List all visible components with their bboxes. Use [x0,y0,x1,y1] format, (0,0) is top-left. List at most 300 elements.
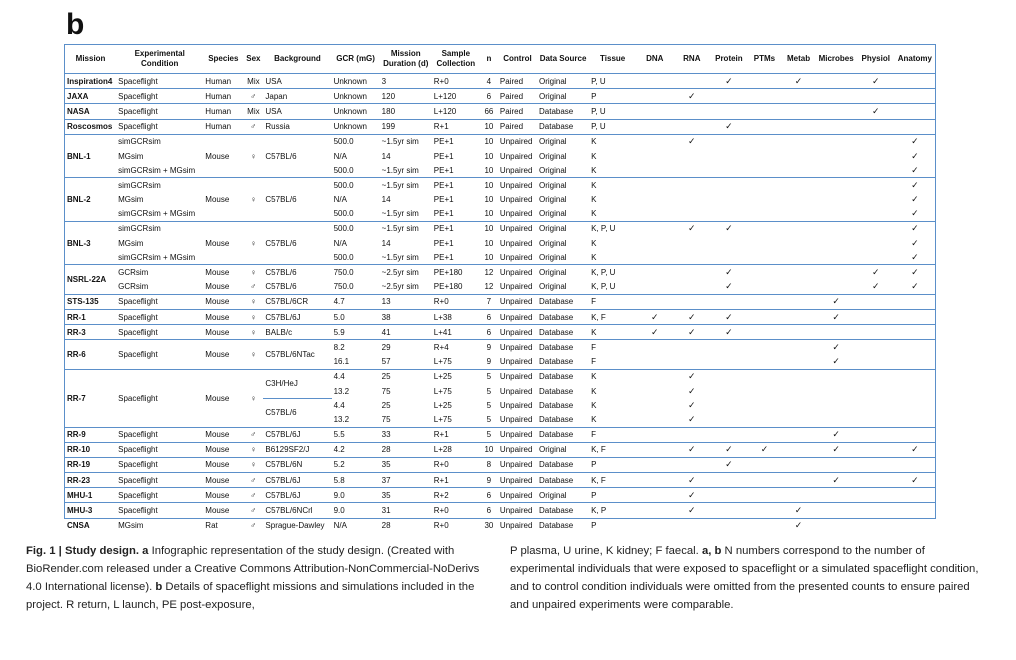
table-cell: R+4 [432,340,480,355]
cell-empty [782,119,816,134]
table-cell: 5 [480,427,498,442]
table-cell: Russia [263,119,331,134]
check-mark-icon: ✓ [725,281,733,292]
table-cell: 33 [380,427,432,442]
cell-empty [857,442,895,457]
cell-merged: ♀ [243,221,263,265]
cell-empty [747,488,781,503]
column-header: Microbes [816,45,857,74]
table-cell: ♀ [243,294,263,309]
column-header: Mission Duration (d) [380,45,432,74]
table-body [65,74,935,533]
table-cell: 10 [484,151,494,161]
cell-empty [895,89,935,104]
cell-empty [710,250,747,265]
table-cell: 6 [480,310,498,325]
table-cell: ♂ [243,89,263,104]
cell-empty [895,104,935,119]
table-cell: BALB/c [263,325,331,340]
cell-empty [857,236,895,250]
cell-empty [857,119,895,134]
table-cell: Database [537,104,589,119]
table-cell: R+0 [432,294,480,309]
header-row [65,45,935,74]
cell-empty [673,207,710,222]
table-cell: Database [537,427,589,442]
table-row [65,104,935,119]
table-cell: 12 [480,265,498,280]
table-cell: Mouse [203,294,243,309]
table-cell: K [591,195,597,205]
table-cell: L+120 [432,104,480,119]
table-cell: Original [539,252,567,262]
check-mark-icon: ✓ [710,119,747,134]
cell-empty [857,310,895,325]
cell-empty [816,265,857,280]
cell-empty [816,149,857,163]
cell-merged: Mouse [203,134,243,178]
cell-empty [636,442,673,457]
table-cell: P, U [589,74,636,89]
cell-empty [782,265,816,280]
table-cell: P [589,457,636,472]
table-cell: K, P, U [591,282,616,292]
cell-empty [895,74,935,89]
cell-empty [857,178,895,193]
table-cell: Unpaired [499,386,533,396]
table-cell: Mouse [203,325,243,340]
table-cell: 5.8 [332,473,380,488]
cell-empty [710,340,747,355]
table-cell: Unpaired [498,310,537,325]
cell-empty [747,473,781,488]
cell-empty [710,207,747,222]
table-cell: 4.4 [332,369,380,384]
table-cell: L+75 [433,357,452,367]
table-cell: 41 [380,325,432,340]
check-mark-icon: ✓ [816,310,857,325]
table-row [65,473,935,488]
cell-empty [710,518,747,533]
cell-empty [857,412,895,427]
table-cell: ~2.5yr sim [380,265,432,280]
table-cell: 13.2 [333,414,350,424]
table-cell: L+75 [433,414,452,424]
table-cell: 5 [480,369,498,384]
cell-mission: BNL-1 [65,134,116,178]
check-mark-icon: ✓ [895,442,935,457]
table-row [65,74,935,89]
cell-empty [782,412,816,427]
table-cell: Unpaired [498,134,537,149]
column-header: Anatomy [895,45,935,74]
cell-empty [673,518,710,533]
cell-empty [782,398,816,412]
check-mark-icon: ✓ [782,518,816,533]
cell-empty [782,134,816,149]
column-header: DNA [636,45,673,74]
table-cell: Unpaired [499,252,533,262]
table-cell: 5 [486,414,492,424]
cell-mission: RR-23 [65,473,116,488]
cell-empty [673,149,710,163]
cell-empty [636,384,673,398]
cell-empty [857,250,895,265]
cell-empty [673,236,710,250]
cell-merged: Mouse [203,178,243,222]
table-cell: ♂ [243,488,263,503]
cell-empty [673,294,710,309]
cell-empty [857,518,895,533]
cell-empty [673,355,710,370]
table-cell: 750.0 [332,265,380,280]
check-mark-icon: ✓ [673,89,710,104]
table-cell: Mouse [205,282,230,292]
check-mark-icon: ✓ [895,265,935,280]
table-cell: N/A [333,195,347,205]
table-cell: C57BL/6NCrl [263,503,331,518]
cell-empty [636,294,673,309]
cell-empty [857,207,895,222]
column-header: Background [263,45,331,74]
table-cell: 500.0 [332,178,380,193]
cell-empty [782,104,816,119]
table-cell: K [591,400,597,410]
cell-empty [636,473,673,488]
table-cell: 199 [380,119,432,134]
cell-empty [673,178,710,193]
cell-empty [747,280,781,295]
table-cell: 29 [380,340,432,355]
cell-empty [636,236,673,250]
table-cell: Unknown [332,104,380,119]
cell-empty [747,518,781,533]
cell-empty [747,457,781,472]
cell-empty [636,265,673,280]
table-cell: PE+1 [433,195,454,205]
cell-empty [747,503,781,518]
table-cell: Unpaired [498,457,537,472]
table-cell: 6 [480,325,498,340]
cell-empty [816,488,857,503]
cell-empty [816,89,857,104]
check-mark-icon: ✓ [673,442,710,457]
cell-empty [895,412,935,427]
table-cell: ♀ [243,457,263,472]
table-cell: 4.4 [333,400,345,410]
cell-mission: MHU-1 [65,488,116,503]
table-cell: USA [263,104,331,119]
table-cell: 6 [480,503,498,518]
check-mark-icon: ✓ [895,178,935,193]
table-cell: 37 [380,473,432,488]
cell-empty [636,134,673,149]
table-cell: 10 [480,119,498,134]
table-cell: Original [539,238,567,248]
cell-empty [636,488,673,503]
table-cell: Spaceflight [116,427,203,442]
table-cell: 10 [484,209,494,219]
check-mark-icon: ✓ [816,340,857,355]
table-cell: 8.2 [332,340,380,355]
table-cell: 9 [486,357,492,367]
table-cell: Database [539,414,574,424]
caption-a-label: a [142,545,149,557]
table-cell: Paired [498,119,537,134]
table-cell: Unpaired [498,488,537,503]
caption-ab-label: a, b [701,545,722,557]
cell-empty [636,193,673,207]
cell-empty [747,178,781,193]
table-row [65,221,935,236]
table-cell: Mouse [203,427,243,442]
table-cell: Database [539,400,574,410]
table-cell: Unpaired [499,209,533,219]
table-cell: 500.0 [333,209,354,219]
check-mark-icon: ✓ [673,473,710,488]
table-cell: Mouse [203,488,243,503]
table-cell: B6129SF2/J [263,442,331,457]
cell-empty [636,163,673,178]
cell-mission: BNL-3 [65,221,116,265]
table-row [65,488,935,503]
table-cell: 31 [380,503,432,518]
check-mark-icon: ✓ [782,74,816,89]
table-cell: Spaceflight [116,310,203,325]
table-cell: Unknown [332,89,380,104]
cell-empty [747,236,781,250]
cell-empty [747,398,781,412]
table-cell: ~1.5yr sim [381,209,419,219]
table-cell: ~2.5yr sim [381,282,419,292]
cell-empty [895,369,935,384]
table-cell: Spaceflight [116,119,203,134]
check-mark-icon: ✓ [911,194,919,205]
cell-empty [747,310,781,325]
cell-empty [857,488,895,503]
cell-empty [747,369,781,384]
cell-empty [782,193,816,207]
table-cell: R+0 [432,503,480,518]
cell-merged: Mouse [203,221,243,265]
table-cell: Mouse [203,310,243,325]
table-cell: R+1 [432,473,480,488]
cell-empty [782,89,816,104]
table-cell: Original [539,165,567,175]
table-row [65,265,935,280]
table-cell: R+1 [432,119,480,134]
check-mark-icon: ✓ [636,310,673,325]
table-cell: Database [537,518,589,533]
table-cell: K, P, U [589,265,636,280]
table-cell: K, P, U [589,221,636,236]
panel-label: b [66,8,85,41]
cell-mission: RR-7 [65,369,116,427]
table-cell: Unpaired [499,165,533,175]
cell-empty [636,207,673,222]
table-cell: 750.0 [333,282,354,292]
caption-right [510,542,980,614]
table-cell: Spaceflight [116,89,203,104]
table-cell: 5 [486,400,492,410]
cell-empty [747,149,781,163]
caption-n-text: N numbers correspond to the number of experimental individuals that were exposed to spaceflight or a simulated spaceflight condition, and to control condition individuals were omitted from the presented counts to ensure paired and unpaired experiments were comparable. [510,545,979,611]
table-cell: Unpaired [498,294,537,309]
table-cell: L+120 [432,89,480,104]
table-cell: PE+1 [433,151,454,161]
table-cell: 9 [480,473,498,488]
table-cell: Human [203,104,243,119]
table-cell: 10 [480,178,498,193]
cell-empty [747,250,781,265]
check-mark-icon: ✓ [688,385,696,396]
cell-empty [816,412,857,427]
cell-empty [782,310,816,325]
cell-empty [636,178,673,193]
cell-empty [636,89,673,104]
cell-empty [636,427,673,442]
cell-empty [857,473,895,488]
table-cell: K [591,252,597,262]
table-cell: Unpaired [498,473,537,488]
cell-empty [782,294,816,309]
table-cell: K [589,134,636,149]
table-cell: 14 [381,195,391,205]
check-mark-icon: ✓ [673,310,710,325]
column-header: GCR (mG) [332,45,380,74]
table-cell: Rat [203,518,243,533]
table-cell: Mix [243,104,263,119]
table-cell: Original [537,265,589,280]
cell-merged: Spaceflight [116,340,203,369]
cell-empty [857,193,895,207]
table-cell: N/A [332,518,380,533]
table-cell: simGCRsim + MGsim [118,165,196,175]
table-cell: Paired [498,104,537,119]
cell-empty [673,265,710,280]
column-header: Species [203,45,243,74]
cell-empty [710,412,747,427]
cell-empty [816,74,857,89]
cell-empty [782,369,816,384]
table-cell: F [589,294,636,309]
cell-empty [782,178,816,193]
table-cell: MGsim [118,195,144,205]
cell-empty [673,104,710,119]
table-cell: Paired [498,89,537,104]
cell-empty [636,250,673,265]
cell-empty [816,518,857,533]
check-mark-icon: ✓ [857,265,895,280]
table-cell: P, U [589,104,636,119]
cell-mission: RR-19 [65,457,116,472]
table-cell: Database [537,473,589,488]
cell-empty [895,310,935,325]
table-cell: 14 [381,151,391,161]
caption-b-text: Details of spaceflight missions and simulations included in the project. R return, L launch, PE post-exposure, [26,581,475,611]
cell-empty [816,457,857,472]
cell-empty [816,325,857,340]
table-cell: C57BL/6J [263,488,331,503]
cell-empty [857,325,895,340]
table-cell: K [591,386,597,396]
cell-empty [636,457,673,472]
cell-empty [636,518,673,533]
cell-mission: STS-135 [65,294,116,309]
table-cell: F [589,427,636,442]
table-cell: PE+1 [432,178,480,193]
cell-empty [895,503,935,518]
table-cell: Unpaired [498,442,537,457]
check-mark-icon: ✓ [673,221,710,236]
table-cell: Original [539,195,567,205]
table-cell: Database [537,503,589,518]
cell-empty [747,384,781,398]
cell-empty [636,503,673,518]
table-cell: PE+1 [433,252,454,262]
cell-mission: NASA [65,104,116,119]
cell-empty [747,340,781,355]
table-cell: 9.0 [332,488,380,503]
cell-empty [816,221,857,236]
cell-empty [782,250,816,265]
check-mark-icon: ✓ [895,221,935,236]
table-cell: C57BL/6 [265,282,297,292]
table-cell: 25 [381,400,391,410]
cell-merged: ♀ [243,369,263,427]
table-cell: R+0 [432,74,480,89]
cell-empty [747,221,781,236]
check-mark-icon: ✓ [688,399,696,410]
table-cell: 10 [484,195,494,205]
check-mark-icon: ✓ [673,488,710,503]
cell-empty [673,427,710,442]
table-cell: Original [537,89,589,104]
cell-empty [673,163,710,178]
table-cell: Spaceflight [116,325,203,340]
table-cell: Sprague-Dawley [263,518,331,533]
cell-empty [895,488,935,503]
cell-empty [747,193,781,207]
table-cell: Original [539,282,567,292]
cell-empty [895,457,935,472]
table-cell: ♂ [243,503,263,518]
table-cell: ♂ [243,427,263,442]
table-cell: ~1.5yr sim [380,178,432,193]
table-cell: ♀ [243,265,263,280]
table-row [65,236,935,250]
check-mark-icon: ✓ [673,503,710,518]
table-cell: R+1 [432,427,480,442]
table-cell: Unpaired [498,325,537,340]
table-cell: PE+1 [432,221,480,236]
table-cell: 13.2 [333,386,350,396]
cell-empty [747,104,781,119]
table-cell: 5.2 [332,457,380,472]
cell-empty [636,74,673,89]
table-cell: simGCRsim [116,134,203,149]
check-mark-icon: ✓ [871,281,880,292]
table-cell: Unknown [332,74,380,89]
table-cell: K, F [589,473,636,488]
table-cell: ♂ [250,282,257,292]
table-cell: C57BL/6J [263,427,331,442]
cell-empty [710,473,747,488]
table-cell: 180 [380,104,432,119]
check-mark-icon: ✓ [710,442,747,457]
cell-empty [816,236,857,250]
cell-empty [636,119,673,134]
